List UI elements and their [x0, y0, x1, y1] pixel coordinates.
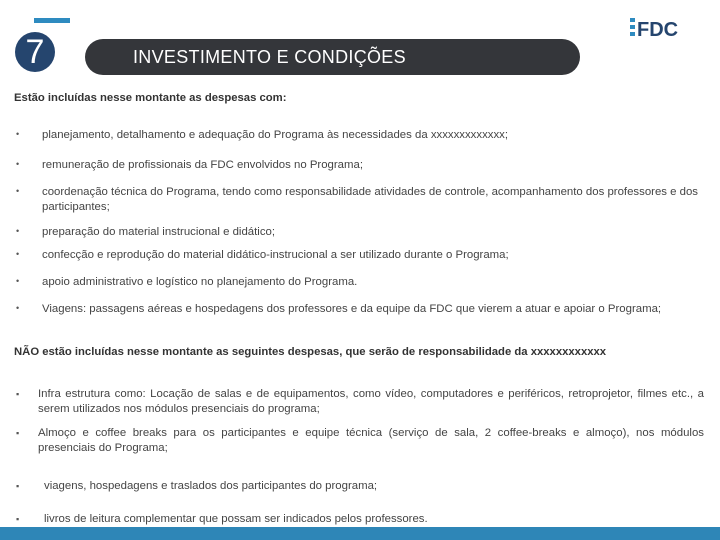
included-item	[42, 225, 702, 240]
bullet-icon: •	[16, 303, 20, 313]
bullet-icon: •	[16, 129, 20, 139]
square-bullet-icon: ▪	[16, 481, 20, 491]
page-title: INVESTIMENTO E CONDIÇÕES	[85, 39, 580, 75]
included-item	[42, 185, 702, 215]
bullet-icon: •	[16, 226, 20, 236]
included-item-text: confecção e reprodução do material didático-instrucional a ser utilizado durante o Programa;	[42, 249, 509, 261]
excluded-heading: NÃO estão incluídas nesse montante as seguintes despesas, que serão de responsabilidade da xxxxxxxxxxxx	[14, 346, 607, 358]
excluded-item-text: Infra estrutura como: Locação de salas e de equipamentos, como vídeo, computadores e periféricos, retroprojetor, filmes etc., a serem utilizados nos módulos presenciais do programa;	[38, 388, 704, 415]
fdc-logo	[630, 14, 690, 42]
svg-text:FDC: FDC	[637, 19, 679, 41]
bullet-icon: •	[16, 159, 20, 169]
excluded-item	[44, 512, 704, 527]
square-bullet-icon: ▪	[16, 428, 20, 438]
accent-bar	[34, 18, 70, 23]
bullet-icon: •	[16, 276, 20, 286]
included-item-text: coordenação técnica do Programa, tendo como responsabilidade atividades de controle, acompanhamento dos professores e dos participantes;	[42, 186, 699, 213]
excluded-item-text: livros de leitura complementar que possam ser indicados pelos professores.	[44, 513, 428, 525]
excluded-item	[38, 387, 704, 417]
excluded-item-text: viagens, hospedagens e traslados dos participantes do programa;	[44, 480, 378, 492]
square-bullet-icon: ▪	[16, 389, 20, 399]
bullet-icon: •	[16, 186, 20, 196]
included-item-text: remuneração de profissionais da FDC envolvidos no Programa;	[42, 159, 363, 171]
included-item-text: planejamento, detalhamento e adequação do Programa às necessidades da xxxxxxxxxxxxx;	[42, 129, 509, 141]
excluded-item	[44, 479, 704, 494]
footer-bar	[0, 527, 720, 540]
section-number-badge: 7	[15, 32, 55, 72]
square-bullet-icon: ▪	[16, 514, 20, 524]
included-item	[42, 158, 702, 173]
included-item-text: apoio administrativo e logístico no planejamento do Programa.	[42, 276, 358, 288]
included-item-text: Viagens: passagens aéreas e hospedagens dos professores e da equipe da FDC que vierem a atuar e apoiar o Programa;	[42, 303, 662, 315]
included-item	[42, 275, 702, 290]
included-item	[42, 248, 702, 263]
included-item-text: preparação do material instrucional e didático;	[42, 226, 276, 238]
included-item	[42, 302, 712, 317]
bullet-icon: •	[16, 249, 20, 259]
excluded-item-text: Almoço e coffee breaks para os participantes e equipe técnica (serviço de sala, 2 coffee-breaks e almoço), nos módulos presenciais do Programa;	[38, 427, 704, 454]
excluded-item	[38, 426, 704, 456]
included-item	[42, 128, 702, 143]
included-heading: Estão incluídas nesse montante as despesas com:	[14, 92, 287, 104]
